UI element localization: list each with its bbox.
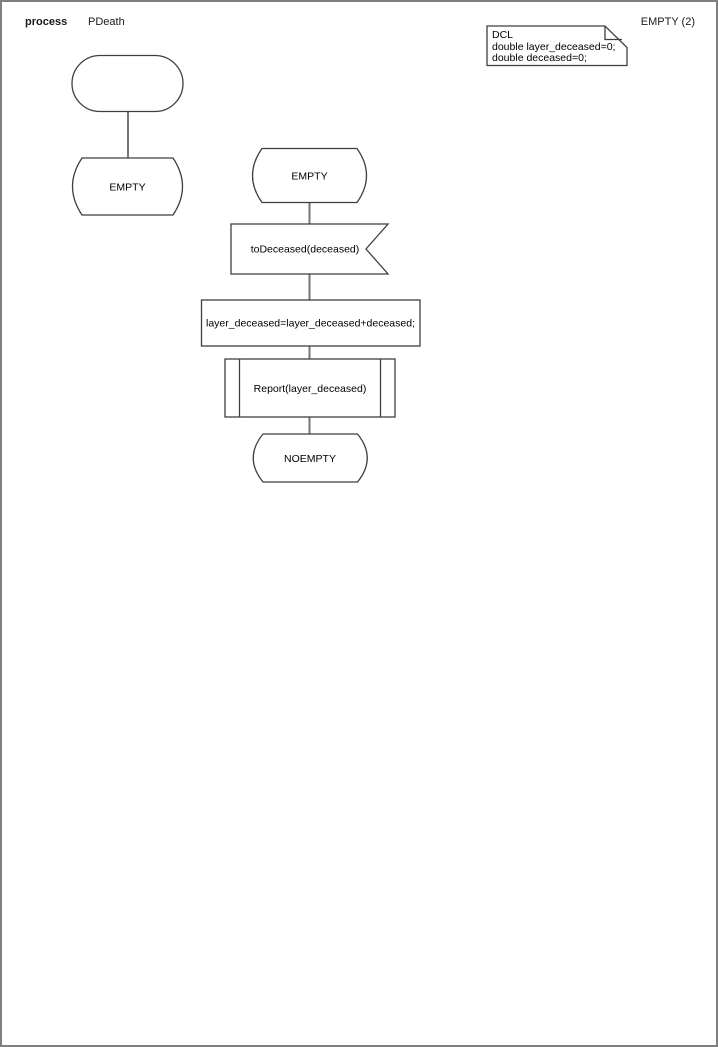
state-symbol-empty-mid[interactable]	[253, 149, 367, 203]
page-label: EMPTY (2)	[640, 16, 695, 28]
sdl-diagram-canvas	[2, 2, 716, 1045]
task-label: layer_deceased=layer_deceased+deceased;	[206, 317, 415, 330]
declaration-line: double layer_deceased=0;	[492, 40, 616, 53]
input-symbol[interactable]	[231, 224, 388, 274]
procedure-label: Report(layer_deceased)	[253, 383, 367, 395]
declaration-text	[492, 30, 615, 65]
declaration-line: DCL	[492, 29, 514, 41]
state-symbol-noempty[interactable]	[253, 434, 367, 482]
state-symbol-empty-left[interactable]	[73, 158, 183, 215]
start-shape[interactable]	[72, 56, 183, 112]
input-label: toDeceased(deceased)	[250, 243, 360, 256]
state-label: EMPTY	[291, 170, 328, 183]
declaration-line: double deceased=0;	[492, 52, 587, 64]
task-symbol[interactable]	[202, 300, 421, 346]
start-symbol[interactable]	[72, 56, 183, 112]
procedure-call-symbol[interactable]	[225, 359, 395, 417]
state-label: NOEMPTY	[284, 453, 336, 465]
diagram-kind-label: process	[25, 16, 68, 28]
state-label: EMPTY	[109, 181, 146, 194]
process-name: PDeath	[88, 16, 125, 28]
